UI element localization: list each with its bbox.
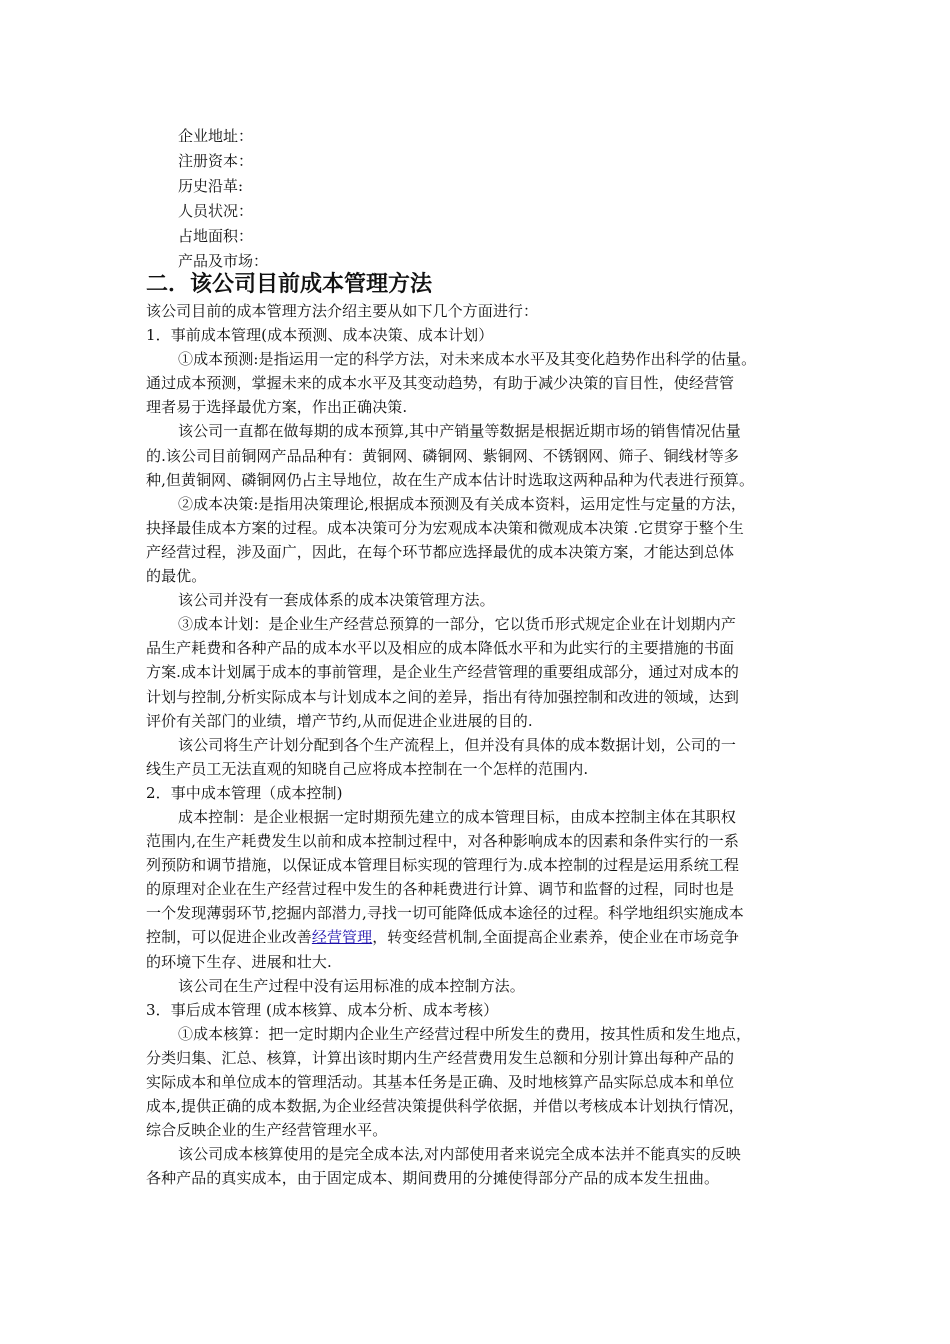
text-line: 综合反映企业的生产经营管理水平。 — [146, 1121, 388, 1140]
text-line — [146, 925, 812, 949]
text-line: 抉择最佳成本方案的过程。成本决策可分为宏观成本决策和微观成本决策 .它贯穿于整个生 — [146, 518, 744, 537]
history-label: 历史沿革: — [178, 177, 244, 195]
text-line: 产经营过程，涉及面广，因此，在每个环节都应选择最优的成本决策方案，才能达到总体 — [146, 542, 735, 561]
text-line: 分类归集、汇总、核算，计算出该时期内生产经营费用发生总额和分别计算出每种产品的 — [146, 1048, 735, 1067]
body-text — [146, 299, 812, 1190]
company-info-list — [178, 124, 268, 274]
text-line: 实际成本和单位成本的管理活动。其基本任务是正确、及时地核算产品实际总成本和单位 — [146, 1073, 735, 1091]
text-line: 的原理对企业在生产经营过程中发生的各种耗费进行计算、调节和监督的过程，同时也是 — [146, 880, 735, 899]
registered-capital-label: 注册资本： — [178, 152, 254, 170]
floor-area-label: 占地面积： — [178, 227, 254, 245]
text-line: 该公司成本核算使用的是完全成本法,对内部使用者来说完全成本法并不能真实的反映 — [178, 1145, 741, 1164]
text-segment: ，转变经营机制,全面提高企业素养，使企业在市场竞争 — [372, 928, 739, 947]
text-line: 计划与控制,分析实际成本与计划成本之间的差异，指出有待加强控制和改进的领域，达到 — [146, 687, 739, 706]
personnel-label: 人员状况： — [178, 202, 254, 220]
text-line: 的.该公司目前铜网产品品种有：黄铜网、磷铜网、紫铜网、不锈钢网、筛子、铜线材等多 — [146, 446, 739, 465]
text-line: 该公司一直都在做每期的成本预算,其中产销量等数据是根据近期市场的销售情况估量 — [178, 422, 741, 441]
text-line: 理者易于选择最优方案，作出正确决策. — [146, 398, 408, 417]
text-line: 1．事前成本管理(成本预测、成本决策、成本计划） — [146, 326, 494, 345]
text-line: 方案.成本计划属于成本的事前管理，是企业生产经营管理的重要组成部分，通过对成本的 — [146, 663, 739, 682]
text-line: 范围内,在生产耗费发生以前和成本控制过程中，对各种影响成本的因素和条件实行的一系 — [146, 832, 739, 851]
text-line: 通过成本预测，掌握未来的成本水平及其变动趋势，有助于减少决策的盲目性，使经营管 — [146, 374, 735, 393]
text-line: 评价有关部门的业绩，增产节约,从而促进企业进展的目的. — [146, 711, 533, 730]
products-market-label: 产品及市场： — [178, 252, 269, 270]
text-line: 的环境下生存、进展和壮大. — [146, 952, 332, 971]
business-management-link[interactable]: 经营管理 — [311, 928, 373, 947]
text-segment: 控制，可以促进企业改善 — [146, 928, 312, 947]
text-line: 该公司将生产计划分配到各个生产流程上，但并没有具体的成本数据计划，公司的一 — [178, 735, 736, 754]
text-line: 3．事后成本管理 (成本核算、成本分析、成本考核） — [146, 1000, 499, 1019]
text-line: 成本,提供正确的成本数据,为企业经营决策提供科学依据，并借以考核成本计划执行情况， — [146, 1097, 744, 1116]
text-line: 种,但黄铜网、磷铜网仍占主导地位，故在生产成本估计时选取这两种品种为代表进行预算。 — [146, 470, 755, 489]
text-line: ①成本预测:是指运用一定的科学方法，对未来成本水平及其变化趋势作出科学的估量。 — [178, 350, 757, 369]
text-line: 2．事中成本管理（成本控制) — [146, 783, 343, 802]
text-line: ①成本核算：把一定时期内企业生产经营过程中所发生的费用，按其性质和发生地点， — [178, 1024, 752, 1043]
text-line: 成本控制：是企业根据一定时期预先建立的成本管理目标，由成本控制主体在其职权 — [178, 807, 736, 826]
text-line: 各种产品的真实成本，由于固定成本、期间费用的分摊使得部分产品的成本发生扭曲。 — [146, 1169, 720, 1188]
text-line: 列预防和调节措施，以保证成本管理目标实现的管理行为.成本控制的过程是运用系统工程 — [146, 856, 739, 875]
company-address-label: 企业地址： — [178, 127, 254, 145]
text-line: 该公司在生产过程中没有运用标准的成本控制方法。 — [178, 976, 525, 995]
text-line: 的最优。 — [146, 567, 207, 586]
text-line: 该公司目前的成本管理方法介绍主要从如下几个方面进行： — [146, 302, 539, 320]
text-line: ③成本计划：是企业生产经营总预算的一部分，它以货币形式规定企业在计划期内产 — [178, 615, 736, 634]
text-line: 线生产员工无法直观的知晓自己应将成本控制在一个怎样的范围内. — [146, 759, 589, 778]
section-heading: 二．该公司目前成本管理方法 — [146, 272, 433, 297]
text-line: 该公司并没有一套成体系的成本决策管理方法。 — [178, 591, 495, 610]
text-line: 一个发现薄弱环节,挖掘内部潜力,寻找一切可能降低成本途径的过程。科学地组织实施成本 — [146, 904, 744, 923]
text-line: 品生产耗费和各种产品的成本水平以及相应的成本降低水平和为此实行的主要措施的书面 — [146, 639, 735, 658]
text-line: ②成本决策:是指用决策理论,根据成本预测及有关成本资料，运用定性与定量的方法， — [178, 494, 746, 513]
